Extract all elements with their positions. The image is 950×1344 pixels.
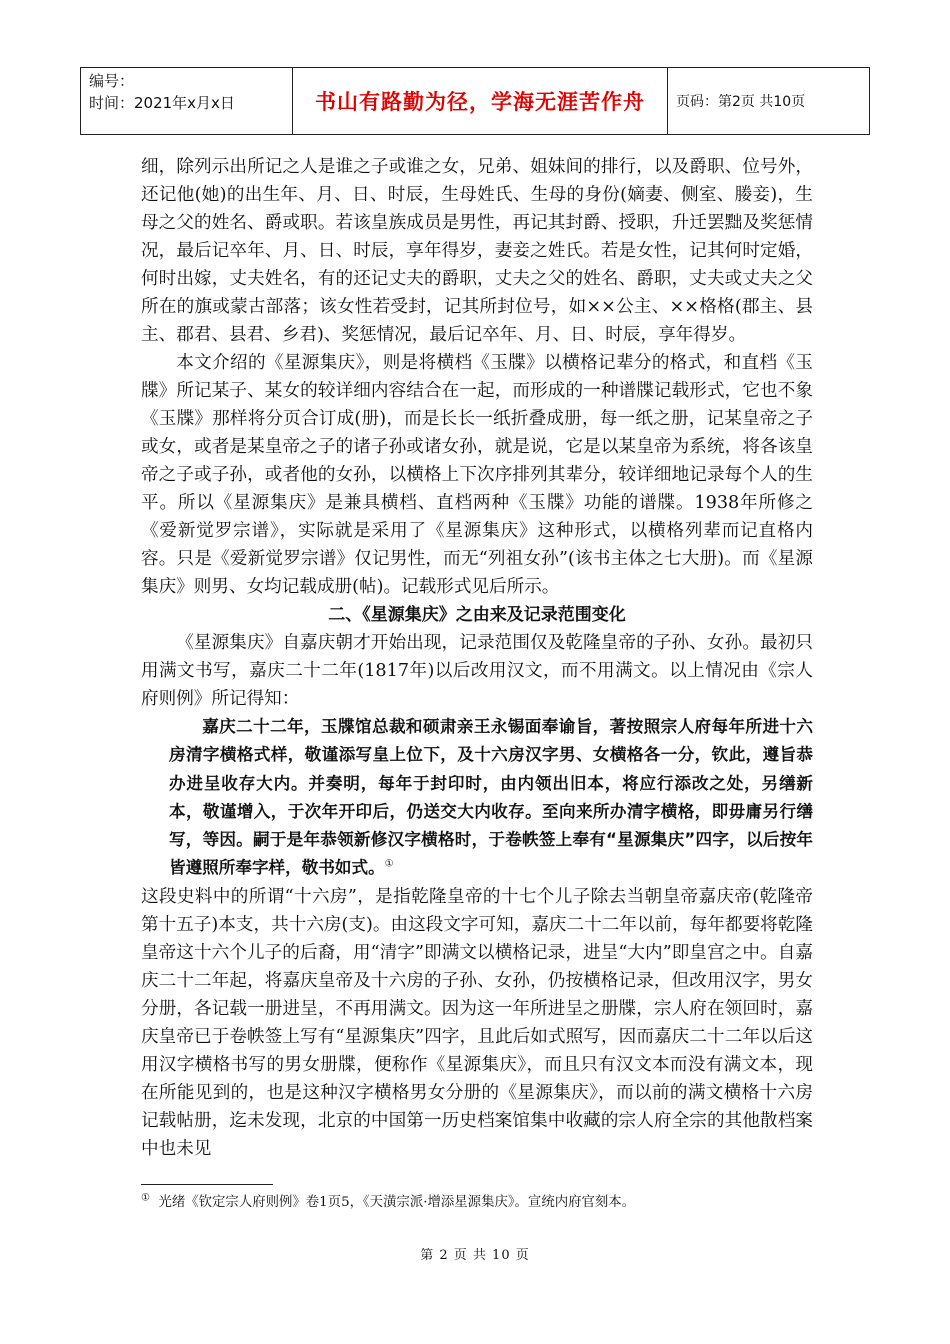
header-number-label: 编号： [89, 72, 135, 90]
quote-text: 嘉庆二十二年，玉牒馆总裁和硕肃亲王永锡面奉谕旨，著按照宗人府每年所进十六房清字横格式样，敬谨添写皇上位下，及十六房汉字男、女横格各一分，钦此，遵旨恭办进呈收存大内。并奏明，每年于封印时，由内领出旧本，将应行添改之处，另缮新本，敬谨增入，于次年开印后，仍送交大内收存。至向来所办清字横格，即毋庸另行缮写，等因。嗣于是年恭领新修汉字横格时，于卷帙签上奉有“星源集庆”四字，以后按年皆遵照所奉字样，敬书如式。 [169, 717, 813, 878]
page-footer: 第 2 页 共 10 页 [420, 1248, 530, 1263]
header-meta [81, 68, 293, 134]
section-heading: 二、《星源集庆》之由来及记录范围变化 [328, 605, 626, 625]
header-time-label: 时间：2021年x月x日 [89, 94, 235, 112]
document-body [141, 153, 813, 1163]
page-header [80, 67, 870, 135]
header-motto: 书山有路勤为径，学海无涯苦作舟 [293, 68, 668, 134]
footnote-text: 光绪《钦定宗人府则例》卷1页5，《天潢宗派·增添星源集庆》。宣统内府官刻本。 [158, 1195, 636, 1210]
body-paragraph: 细，除列示出所记之人是谁之子或谁之女，兄弟、姐妹间的排行，以及爵职、位号外，还记他(她)的出生年、月、日、时辰，生母姓氏、生母的身份(嫡妻、侧室、媵妾)，生母之父的姓名、爵或职。若该皇族成员是男性，再记其封爵、授职，升迁罢黜及奖惩情况，最后记卒年、月、日、时辰，享年得岁，妻妾之姓氏。若是女性，记其何时定婚，何时出嫁，丈夫姓名，有的还记丈夫的爵职，丈夫之父的姓名、爵职，丈夫或丈夫之父所在的旗或蒙古部落；该女性若受封，记其所封位号，如××公主、××格格(郡主、县主、郡君、县君、乡君)、奖惩情况，最后记卒年、月、日、时辰，享年得岁。 [141, 157, 813, 345]
block-quote [169, 713, 813, 883]
footnote [141, 1193, 841, 1213]
body-paragraph: 这段史料中的所谓“十六房”，是指乾隆皇帝的十七个儿子除去当朝皇帝嘉庆帝(乾隆帝第十五子)本支，共十六房(支)。由这段文字可知，嘉庆二十二年以前，每年都要将乾隆皇帝这十六个儿子的后裔，用“清字”即满文以横格记录，进呈“大内”即皇宫之中。自嘉庆二十二年起，将嘉庆皇帝及十六房的子孙、女孙，仍按横格记录，但改用汉字，男女分册，各记载一册进呈，不再用满文。因为这一年所进呈之册牒，宗人府在领回时，嘉庆皇帝已于卷帙签上写有“星源集庆”四字，且此后如式照写，因而嘉庆二十二年以后这用汉字横格书写的男女册牒，便称作《星源集庆》，而且只有汉文本而没有满文本，现在所能见到的，也是这种汉字横格男女分册的《星源集庆》，而以前的满文横格十六房记载帖册，迄未发现，北京的中国第一历史档案馆集中收藏的宗人府全宗的其他散档案中也未见 [141, 886, 813, 1159]
header-page-info: 页码：第2页 共10页 [676, 94, 806, 110]
footnote-divider [141, 1184, 273, 1185]
footnote-mark: ① [141, 1192, 150, 1204]
body-paragraph: 《星源集庆》自嘉庆朝才开始出现，记录范围仅及乾隆皇帝的子孙、女孙。最初只用满文书写，嘉庆二十二年(1817年)以后改用汉文，而不用满文。以上情况由《宗人府则例》所记得知： [141, 633, 813, 709]
footnote-reference[interactable]: ① [384, 858, 394, 870]
body-paragraph: 本文介绍的《星源集庆》，则是将横档《玉牒》以横格记辈分的格式，和直档《玉牒》所记某子、某女的较详细内容结合在一起，而形成的一种谱牒记载形式，它也不象《玉牒》那样将分页合订成(册)，而是长长一纸折叠成册，每一纸之册，记某皇帝之子或女，或者是某皇帝之子的诸子孙或诸女孙，就是说，它是以某皇帝为系统，将各该皇帝之子或子孙，或者他的女孙，以横格上下次序排列其辈分，较详细地记录每个人的生平。所以《星源集庆》是兼具横档、直档两种《玉牒》功能的谱牒。1938年所修之《爱新觉罗宗谱》，实际就是采用了《星源集庆》这种形式，以横格列辈而记直格内容。只是《爱新觉罗宗谱》仅记男性，而无“列祖女孙”(该书主体之七大册)。而《星源集庆》则男、女均记载成册(帖)。记载形式见后所示。 [141, 353, 813, 597]
